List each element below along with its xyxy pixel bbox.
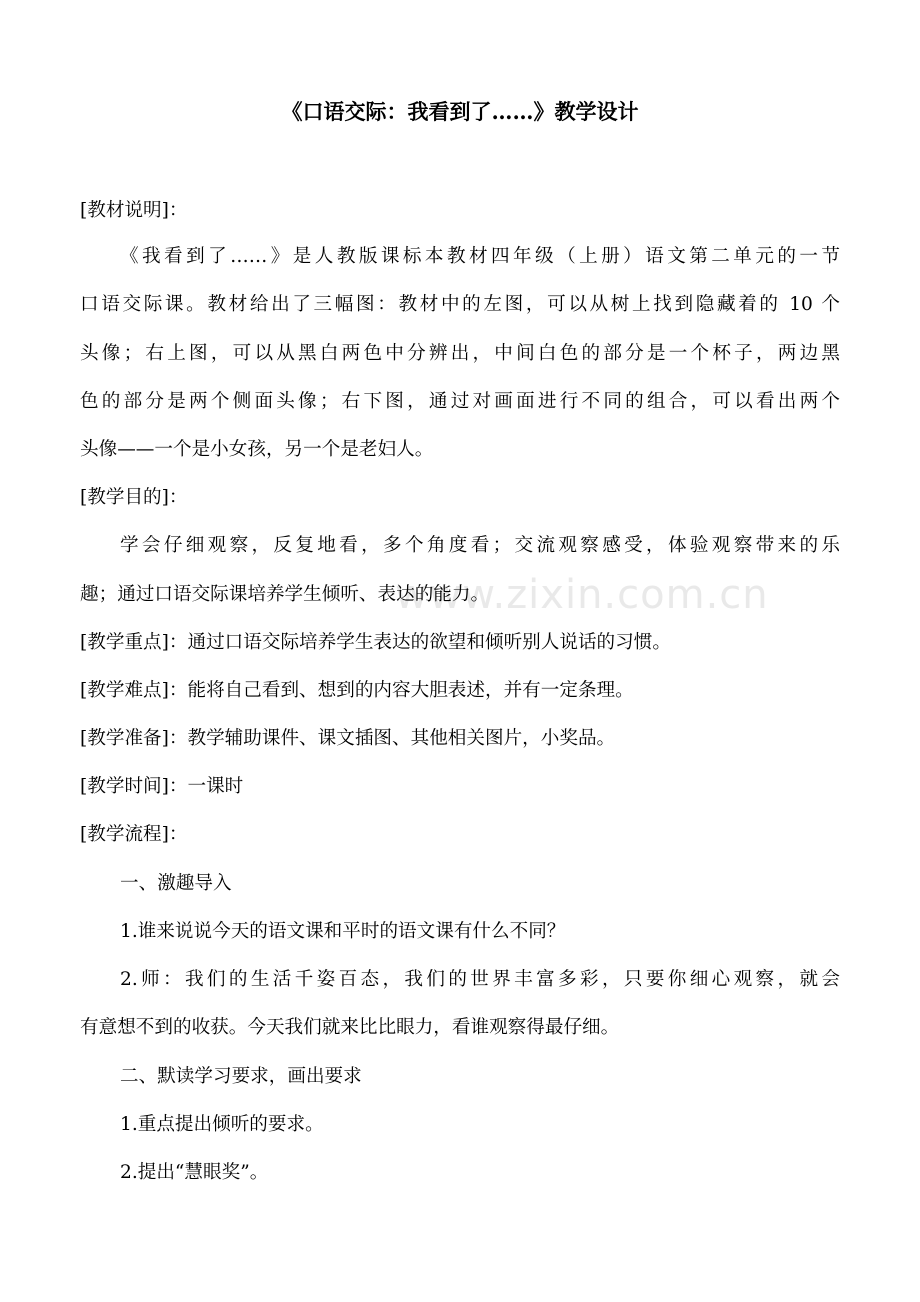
material-paragraph-line-3: 头像；右上图，可以从黑白两色中分辨出，中间白色的部分是一个杯子，两边黑 bbox=[80, 343, 840, 364]
step-1-heading: 一、激趣导入 bbox=[120, 873, 232, 894]
step-2-item-1: 1.重点提出倾听的要求。 bbox=[120, 1114, 324, 1135]
material-heading: [教材说明]： bbox=[80, 200, 188, 221]
goal-paragraph-line-1: 学会仔细观察，反复地看，多个角度看；交流观察感受，体验观察带来的乐 bbox=[120, 535, 840, 556]
step-1-item-1: 1.谁来说说今天的语文课和平时的语文课有什么不同？ bbox=[120, 921, 566, 942]
flow-heading: [教学流程]： bbox=[80, 824, 188, 845]
goal-paragraph-line-2: 趣；通过口语交际课培养学生倾听、表达的能力。 bbox=[80, 584, 490, 605]
step-1-item-2-line-1: 2.师：我们的生活千姿百态，我们的世界丰富多彩，只要你细心观察，就会 bbox=[120, 969, 840, 990]
document-title: 《口语交际：我看到了……》教学设计 bbox=[281, 99, 639, 124]
key-point-line: [教学重点]：通过口语交际培养学生表达的欲望和倾听别人说话的习惯。 bbox=[80, 632, 671, 653]
time-line: [教学时间]：一课时 bbox=[80, 776, 244, 797]
goal-heading: [教学目的]： bbox=[80, 487, 188, 508]
preparation-line: [教学准备]：教学辅助课件、课文插图、其他相关图片，小奖品。 bbox=[80, 728, 616, 749]
step-1-item-2-line-2: 有意想不到的收获。今天我们就来比比眼力，看谁观察得最仔细。 bbox=[80, 1017, 620, 1038]
material-paragraph-line-1: 《我看到了……》是人教版课标本教材四年级（上册）语文第二单元的一节 bbox=[120, 246, 840, 267]
material-paragraph-line-5: 头像——一个是小女孩，另一个是老妇人。 bbox=[80, 439, 434, 460]
watermark: www.zixin.com.cn bbox=[395, 572, 769, 618]
step-2-item-2: 2.提出“慧眼奖”。 bbox=[120, 1162, 269, 1183]
material-paragraph-line-2: 口语交际课。教材给出了三幅图：教材中的左图，可以从树上找到隐藏着的 10 个 bbox=[80, 294, 840, 315]
material-paragraph-line-4: 色的部分是两个侧面头像；右下图，通过对画面进行不同的组合，可以看出两个 bbox=[80, 391, 840, 412]
step-2-heading: 二、默读学习要求，画出要求 bbox=[120, 1066, 362, 1087]
difficulty-line: [教学难点]：能将自己看到、想到的内容大胆表述，并有一定条理。 bbox=[80, 680, 634, 701]
